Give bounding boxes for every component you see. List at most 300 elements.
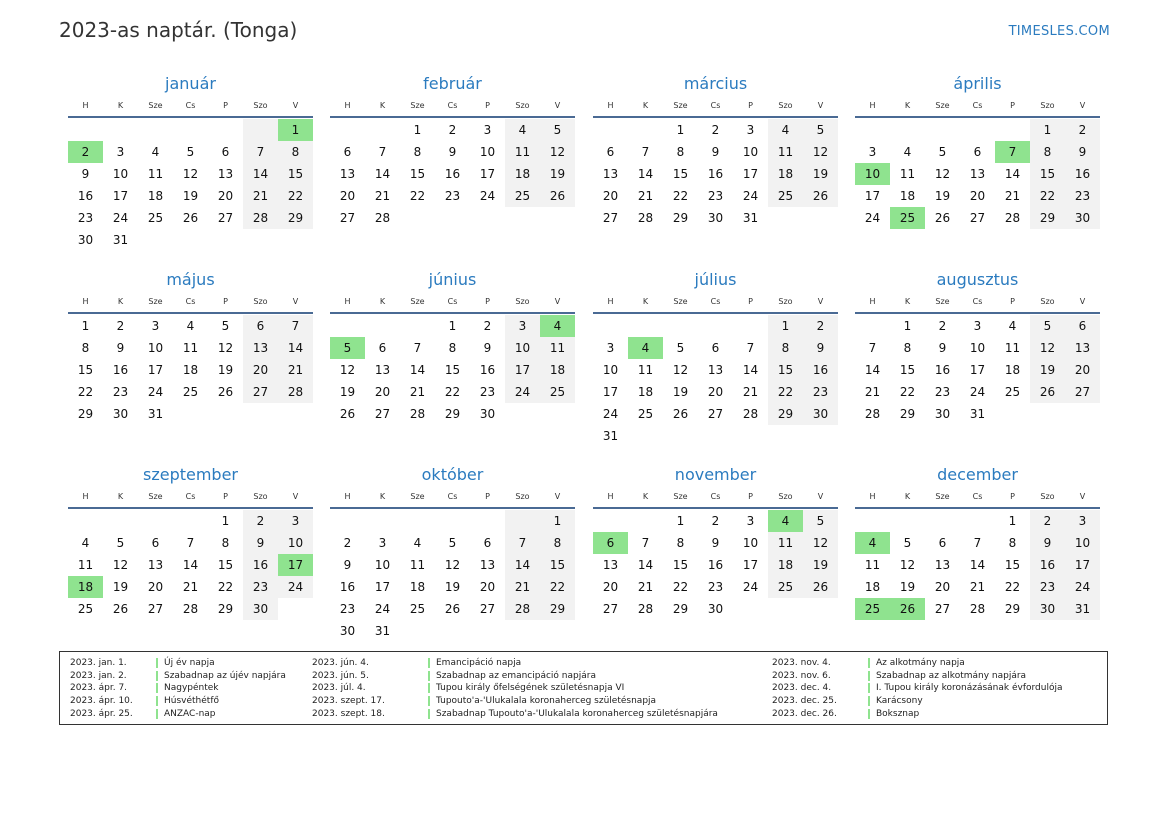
day-cell[interactable]: 5 — [803, 510, 838, 532]
day-cell[interactable]: 1 — [676, 514, 685, 528]
day-cell[interactable]: 16 — [112, 363, 129, 377]
day-cell[interactable]: 27 — [934, 602, 951, 616]
day-cell[interactable]: 27 — [602, 211, 619, 225]
day-cell[interactable]: 23 — [707, 189, 724, 203]
day-cell[interactable]: 24 — [374, 602, 391, 616]
day-cell[interactable]: 27 — [602, 602, 619, 616]
day-cell[interactable]: 2 — [711, 123, 720, 137]
day-cell[interactable]: 17 — [147, 363, 164, 377]
day-cell[interactable]: 17 — [505, 359, 540, 381]
day-cell[interactable]: 29 — [1030, 207, 1065, 229]
day-cell[interactable]: 9 — [711, 145, 720, 159]
day-cell[interactable]: 31 — [742, 211, 759, 225]
day-cell[interactable]: 14 — [864, 363, 881, 377]
day-cell[interactable]: 17 — [864, 189, 881, 203]
day-cell[interactable]: 1 — [81, 319, 90, 333]
day-cell[interactable]: 16 — [707, 167, 724, 181]
day-cell[interactable]: 27 — [969, 211, 986, 225]
day-cell[interactable]: 1 — [221, 514, 230, 528]
day-cell[interactable]: 1 — [1030, 119, 1065, 141]
day-cell[interactable]: 18 — [540, 359, 575, 381]
day-cell[interactable]: 28 — [637, 211, 654, 225]
day-cell[interactable]: 21 — [864, 385, 881, 399]
day-cell[interactable]: 3 — [973, 319, 982, 333]
day-cell[interactable]: 27 — [243, 381, 278, 403]
day-cell[interactable]: 6 — [243, 315, 278, 337]
day-cell[interactable]: 2 — [711, 514, 720, 528]
day-cell[interactable]: 6 — [151, 536, 160, 550]
day-cell[interactable]: 18 — [182, 363, 199, 377]
day-cell[interactable]: 13 — [707, 363, 724, 377]
day-cell[interactable]: 9 — [938, 341, 947, 355]
day-cell[interactable]: 26 — [672, 407, 689, 421]
day-cell[interactable]: 14 — [374, 167, 391, 181]
day-cell[interactable]: 24 — [969, 385, 986, 399]
day-cell[interactable]: 30 — [707, 211, 724, 225]
day-cell[interactable]: 24 — [479, 189, 496, 203]
day-cell[interactable]: 6 — [483, 536, 492, 550]
day-cell[interactable]: 5 — [448, 536, 457, 550]
day-cell[interactable]: 18 — [768, 163, 803, 185]
day-cell[interactable]: 13 — [969, 167, 986, 181]
day-cell[interactable]: 24 — [278, 576, 313, 598]
day-cell[interactable]: 17 — [112, 189, 129, 203]
day-cell[interactable]: 2 — [116, 319, 125, 333]
day-cell[interactable]: 6 — [938, 536, 947, 550]
day-cell[interactable]: 25 — [768, 185, 803, 207]
day-cell[interactable]: 4 — [540, 315, 575, 337]
day-cell[interactable]: 1 — [903, 319, 912, 333]
day-cell[interactable]: 2 — [483, 319, 492, 333]
day-cell[interactable]: 22 — [672, 189, 689, 203]
day-cell[interactable]: 18 — [409, 580, 426, 594]
day-cell[interactable]: 18 — [637, 385, 654, 399]
day-cell[interactable]: 23 — [803, 381, 838, 403]
day-cell[interactable]: 5 — [186, 145, 195, 159]
day-cell[interactable]: 11 — [637, 363, 654, 377]
day-cell[interactable]: 4 — [855, 532, 890, 554]
day-cell[interactable]: 31 — [147, 407, 164, 421]
day-cell[interactable]: 3 — [116, 145, 125, 159]
day-cell[interactable]: 8 — [221, 536, 230, 550]
day-cell[interactable]: 15 — [1004, 558, 1021, 572]
day-cell[interactable]: 9 — [803, 337, 838, 359]
day-cell[interactable]: 19 — [182, 189, 199, 203]
day-cell[interactable]: 13 — [147, 558, 164, 572]
day-cell[interactable]: 12 — [934, 167, 951, 181]
day-cell[interactable]: 29 — [444, 407, 461, 421]
day-cell[interactable]: 25 — [505, 185, 540, 207]
day-cell[interactable]: 22 — [217, 580, 234, 594]
day-cell[interactable]: 10 — [742, 536, 759, 550]
day-cell[interactable]: 28 — [243, 207, 278, 229]
day-cell[interactable]: 7 — [186, 536, 195, 550]
day-cell[interactable]: 31 — [374, 624, 391, 638]
day-cell[interactable]: 7 — [278, 315, 313, 337]
day-cell[interactable]: 14 — [637, 167, 654, 181]
day-cell[interactable]: 26 — [217, 385, 234, 399]
day-cell[interactable]: 3 — [868, 145, 877, 159]
day-cell[interactable]: 15 — [672, 167, 689, 181]
day-cell[interactable]: 29 — [672, 211, 689, 225]
day-cell[interactable]: 24 — [112, 211, 129, 225]
day-cell[interactable]: 11 — [864, 558, 881, 572]
day-cell[interactable]: 21 — [1004, 189, 1021, 203]
day-cell[interactable]: 12 — [540, 141, 575, 163]
day-cell[interactable]: 16 — [1065, 163, 1100, 185]
day-cell[interactable]: 29 — [1004, 602, 1021, 616]
day-cell[interactable]: 1 — [413, 123, 422, 137]
day-cell[interactable]: 8 — [278, 141, 313, 163]
day-cell[interactable]: 9 — [483, 341, 492, 355]
day-cell[interactable]: 22 — [768, 381, 803, 403]
day-cell[interactable]: 10 — [1065, 532, 1100, 554]
day-cell[interactable]: 3 — [746, 123, 755, 137]
day-cell[interactable]: 3 — [505, 315, 540, 337]
day-cell[interactable]: 1 — [540, 510, 575, 532]
day-cell[interactable]: 4 — [903, 145, 912, 159]
day-cell[interactable]: 6 — [221, 145, 230, 159]
day-cell[interactable]: 20 — [374, 385, 391, 399]
day-cell[interactable]: 23 — [112, 385, 129, 399]
day-cell[interactable]: 20 — [217, 189, 234, 203]
day-cell[interactable]: 16 — [243, 554, 278, 576]
day-cell[interactable]: 21 — [637, 580, 654, 594]
day-cell[interactable]: 25 — [77, 602, 94, 616]
day-cell[interactable]: 15 — [217, 558, 234, 572]
day-cell[interactable]: 11 — [77, 558, 94, 572]
day-cell[interactable]: 12 — [803, 532, 838, 554]
day-cell[interactable]: 27 — [147, 602, 164, 616]
day-cell[interactable]: 26 — [803, 185, 838, 207]
day-cell[interactable]: 27 — [479, 602, 496, 616]
day-cell[interactable]: 14 — [182, 558, 199, 572]
day-cell[interactable]: 13 — [217, 167, 234, 181]
day-cell[interactable]: 20 — [934, 580, 951, 594]
day-cell[interactable]: 22 — [278, 185, 313, 207]
day-cell[interactable]: 31 — [969, 407, 986, 421]
day-cell[interactable]: 16 — [444, 167, 461, 181]
day-cell[interactable]: 5 — [903, 536, 912, 550]
day-cell[interactable]: 6 — [973, 145, 982, 159]
day-cell[interactable]: 26 — [803, 576, 838, 598]
day-cell[interactable]: 8 — [676, 145, 685, 159]
day-cell[interactable]: 6 — [378, 341, 387, 355]
day-cell[interactable]: 24 — [1065, 576, 1100, 598]
day-cell[interactable]: 6 — [1065, 315, 1100, 337]
day-cell[interactable]: 6 — [606, 145, 615, 159]
day-cell[interactable]: 18 — [768, 554, 803, 576]
day-cell[interactable]: 12 — [899, 558, 916, 572]
day-cell[interactable]: 5 — [221, 319, 230, 333]
day-cell[interactable]: 2 — [1065, 119, 1100, 141]
day-cell[interactable]: 22 — [899, 385, 916, 399]
day-cell[interactable]: 2 — [938, 319, 947, 333]
day-cell[interactable]: 2 — [803, 315, 838, 337]
day-cell[interactable]: 19 — [672, 385, 689, 399]
day-cell[interactable]: 22 — [77, 385, 94, 399]
day-cell[interactable]: 28 — [182, 602, 199, 616]
day-cell[interactable]: 31 — [602, 429, 619, 443]
day-cell[interactable]: 3 — [606, 341, 615, 355]
day-cell[interactable]: 1 — [676, 123, 685, 137]
day-cell[interactable]: 31 — [1065, 598, 1100, 620]
day-cell[interactable]: 26 — [934, 211, 951, 225]
day-cell[interactable]: 13 — [479, 558, 496, 572]
day-cell[interactable]: 7 — [995, 141, 1030, 163]
day-cell[interactable]: 21 — [243, 185, 278, 207]
day-cell[interactable]: 2 — [1030, 510, 1065, 532]
day-cell[interactable]: 22 — [444, 385, 461, 399]
day-cell[interactable]: 20 — [479, 580, 496, 594]
day-cell[interactable]: 11 — [1004, 341, 1021, 355]
day-cell[interactable]: 25 — [637, 407, 654, 421]
day-cell[interactable]: 24 — [505, 381, 540, 403]
day-cell[interactable]: 26 — [444, 602, 461, 616]
day-cell[interactable]: 30 — [77, 233, 94, 247]
day-cell[interactable]: 27 — [707, 407, 724, 421]
day-cell[interactable]: 5 — [116, 536, 125, 550]
day-cell[interactable]: 4 — [186, 319, 195, 333]
day-cell[interactable]: 24 — [742, 580, 759, 594]
day-cell[interactable]: 19 — [899, 580, 916, 594]
day-cell[interactable]: 16 — [479, 363, 496, 377]
day-cell[interactable]: 28 — [637, 602, 654, 616]
day-cell[interactable]: 8 — [768, 337, 803, 359]
day-cell[interactable]: 23 — [77, 211, 94, 225]
day-cell[interactable]: 19 — [803, 163, 838, 185]
day-cell[interactable]: 11 — [768, 141, 803, 163]
day-cell[interactable]: 8 — [903, 341, 912, 355]
day-cell[interactable]: 14 — [742, 363, 759, 377]
day-cell[interactable]: 16 — [339, 580, 356, 594]
day-cell[interactable]: 30 — [243, 598, 278, 620]
day-cell[interactable]: 4 — [151, 145, 160, 159]
day-cell[interactable]: 5 — [540, 119, 575, 141]
day-cell[interactable]: 14 — [637, 558, 654, 572]
day-cell[interactable]: 23 — [339, 602, 356, 616]
day-cell[interactable]: 19 — [112, 580, 129, 594]
day-cell[interactable]: 28 — [505, 598, 540, 620]
day-cell[interactable]: 7 — [378, 145, 387, 159]
day-cell[interactable]: 15 — [672, 558, 689, 572]
brand-link[interactable]: TIMESLES.COM — [1008, 24, 1110, 39]
day-cell[interactable]: 29 — [899, 407, 916, 421]
day-cell[interactable]: 12 — [112, 558, 129, 572]
day-cell[interactable]: 21 — [505, 576, 540, 598]
day-cell[interactable]: 1 — [768, 315, 803, 337]
day-cell[interactable]: 10 — [969, 341, 986, 355]
day-cell[interactable]: 13 — [602, 167, 619, 181]
day-cell[interactable]: 22 — [409, 189, 426, 203]
day-cell[interactable]: 18 — [899, 189, 916, 203]
day-cell[interactable]: 18 — [505, 163, 540, 185]
day-cell[interactable]: 18 — [1004, 363, 1021, 377]
day-cell[interactable]: 12 — [672, 363, 689, 377]
day-cell[interactable]: 20 — [602, 189, 619, 203]
day-cell[interactable]: 4 — [768, 510, 803, 532]
day-cell[interactable]: 14 — [243, 163, 278, 185]
day-cell[interactable]: 1 — [278, 119, 313, 141]
day-cell[interactable]: 21 — [742, 385, 759, 399]
day-cell[interactable]: 9 — [81, 167, 90, 181]
day-cell[interactable]: 28 — [742, 407, 759, 421]
day-cell[interactable]: 15 — [409, 167, 426, 181]
day-cell[interactable]: 22 — [1030, 185, 1065, 207]
day-cell[interactable]: 21 — [637, 189, 654, 203]
day-cell[interactable]: 12 — [182, 167, 199, 181]
day-cell[interactable]: 18 — [864, 580, 881, 594]
day-cell[interactable]: 6 — [343, 145, 352, 159]
day-cell[interactable]: 4 — [628, 337, 663, 359]
day-cell[interactable]: 2 — [448, 123, 457, 137]
day-cell[interactable]: 16 — [77, 189, 94, 203]
day-cell[interactable]: 7 — [641, 145, 650, 159]
day-cell[interactable]: 27 — [217, 211, 234, 225]
day-cell[interactable]: 21 — [182, 580, 199, 594]
day-cell[interactable]: 7 — [505, 532, 540, 554]
day-cell[interactable]: 23 — [1065, 185, 1100, 207]
day-cell[interactable]: 9 — [448, 145, 457, 159]
day-cell[interactable]: 3 — [278, 510, 313, 532]
day-cell[interactable]: 23 — [1030, 576, 1065, 598]
day-cell[interactable]: 16 — [1030, 554, 1065, 576]
day-cell[interactable]: 26 — [890, 598, 925, 620]
day-cell[interactable]: 8 — [540, 532, 575, 554]
day-cell[interactable]: 10 — [479, 145, 496, 159]
day-cell[interactable]: 15 — [899, 363, 916, 377]
day-cell[interactable]: 3 — [378, 536, 387, 550]
day-cell[interactable]: 29 — [77, 407, 94, 421]
day-cell[interactable]: 10 — [602, 363, 619, 377]
day-cell[interactable]: 26 — [112, 602, 129, 616]
day-cell[interactable]: 8 — [676, 536, 685, 550]
day-cell[interactable]: 17 — [1065, 554, 1100, 576]
day-cell[interactable]: 3 — [746, 514, 755, 528]
day-cell[interactable]: 26 — [182, 211, 199, 225]
day-cell[interactable]: 29 — [217, 602, 234, 616]
day-cell[interactable]: 8 — [413, 145, 422, 159]
day-cell[interactable]: 15 — [1030, 163, 1065, 185]
day-cell[interactable]: 30 — [479, 407, 496, 421]
day-cell[interactable]: 10 — [855, 163, 890, 185]
day-cell[interactable]: 25 — [855, 598, 890, 620]
day-cell[interactable]: 12 — [1030, 337, 1065, 359]
day-cell[interactable]: 18 — [68, 576, 103, 598]
day-cell[interactable]: 1 — [448, 319, 457, 333]
day-cell[interactable]: 11 — [540, 337, 575, 359]
day-cell[interactable]: 7 — [868, 341, 877, 355]
day-cell[interactable]: 27 — [374, 407, 391, 421]
day-cell[interactable]: 10 — [742, 145, 759, 159]
day-cell[interactable]: 28 — [278, 381, 313, 403]
day-cell[interactable]: 7 — [641, 536, 650, 550]
day-cell[interactable]: 18 — [147, 189, 164, 203]
day-cell[interactable]: 19 — [444, 580, 461, 594]
day-cell[interactable]: 23 — [479, 385, 496, 399]
day-cell[interactable]: 10 — [112, 167, 129, 181]
day-cell[interactable]: 11 — [147, 167, 164, 181]
day-cell[interactable]: 22 — [540, 576, 575, 598]
day-cell[interactable]: 5 — [676, 341, 685, 355]
day-cell[interactable]: 12 — [217, 341, 234, 355]
day-cell[interactable]: 9 — [243, 532, 278, 554]
day-cell[interactable]: 25 — [768, 576, 803, 598]
day-cell[interactable]: 31 — [112, 233, 129, 247]
day-cell[interactable]: 20 — [602, 580, 619, 594]
day-cell[interactable]: 15 — [444, 363, 461, 377]
day-cell[interactable]: 12 — [339, 363, 356, 377]
day-cell[interactable]: 13 — [339, 167, 356, 181]
day-cell[interactable]: 30 — [803, 403, 838, 425]
day-cell[interactable]: 28 — [409, 407, 426, 421]
day-cell[interactable]: 11 — [899, 167, 916, 181]
day-cell[interactable]: 12 — [803, 141, 838, 163]
day-cell[interactable]: 23 — [243, 576, 278, 598]
day-cell[interactable]: 28 — [374, 211, 391, 225]
day-cell[interactable]: 29 — [672, 602, 689, 616]
day-cell[interactable]: 15 — [278, 163, 313, 185]
day-cell[interactable]: 25 — [182, 385, 199, 399]
day-cell[interactable]: 21 — [374, 189, 391, 203]
day-cell[interactable]: 7 — [243, 141, 278, 163]
day-cell[interactable]: 30 — [934, 407, 951, 421]
day-cell[interactable]: 19 — [339, 385, 356, 399]
day-cell[interactable]: 8 — [81, 341, 90, 355]
day-cell[interactable]: 17 — [742, 167, 759, 181]
day-cell[interactable]: 11 — [409, 558, 426, 572]
day-cell[interactable]: 15 — [768, 359, 803, 381]
day-cell[interactable]: 20 — [147, 580, 164, 594]
day-cell[interactable]: 21 — [409, 385, 426, 399]
day-cell[interactable]: 30 — [707, 602, 724, 616]
day-cell[interactable]: 14 — [1004, 167, 1021, 181]
day-cell[interactable]: 30 — [339, 624, 356, 638]
day-cell[interactable]: 20 — [707, 385, 724, 399]
day-cell[interactable]: 24 — [742, 189, 759, 203]
day-cell[interactable]: 14 — [278, 337, 313, 359]
day-cell[interactable]: 10 — [278, 532, 313, 554]
day-cell[interactable]: 19 — [803, 554, 838, 576]
day-cell[interactable]: 13 — [602, 558, 619, 572]
day-cell[interactable]: 15 — [77, 363, 94, 377]
day-cell[interactable]: 5 — [330, 337, 365, 359]
day-cell[interactable]: 2 — [243, 510, 278, 532]
day-cell[interactable]: 23 — [934, 385, 951, 399]
day-cell[interactable]: 9 — [116, 341, 125, 355]
day-cell[interactable]: 4 — [81, 536, 90, 550]
day-cell[interactable]: 20 — [243, 359, 278, 381]
day-cell[interactable]: 19 — [217, 363, 234, 377]
day-cell[interactable]: 17 — [479, 167, 496, 181]
day-cell[interactable]: 9 — [711, 536, 720, 550]
day-cell[interactable]: 1 — [1008, 514, 1017, 528]
day-cell[interactable]: 7 — [746, 341, 755, 355]
day-cell[interactable]: 17 — [374, 580, 391, 594]
day-cell[interactable]: 23 — [444, 189, 461, 203]
day-cell[interactable]: 8 — [1008, 536, 1017, 550]
day-cell[interactable]: 25 — [890, 207, 925, 229]
day-cell[interactable]: 20 — [339, 189, 356, 203]
day-cell[interactable]: 12 — [444, 558, 461, 572]
day-cell[interactable]: 29 — [540, 598, 575, 620]
day-cell[interactable]: 26 — [1030, 381, 1065, 403]
day-cell[interactable]: 4 — [1008, 319, 1017, 333]
day-cell[interactable]: 2 — [343, 536, 352, 550]
day-cell[interactable]: 28 — [1004, 211, 1021, 225]
day-cell[interactable]: 21 — [969, 580, 986, 594]
day-cell[interactable]: 11 — [505, 141, 540, 163]
